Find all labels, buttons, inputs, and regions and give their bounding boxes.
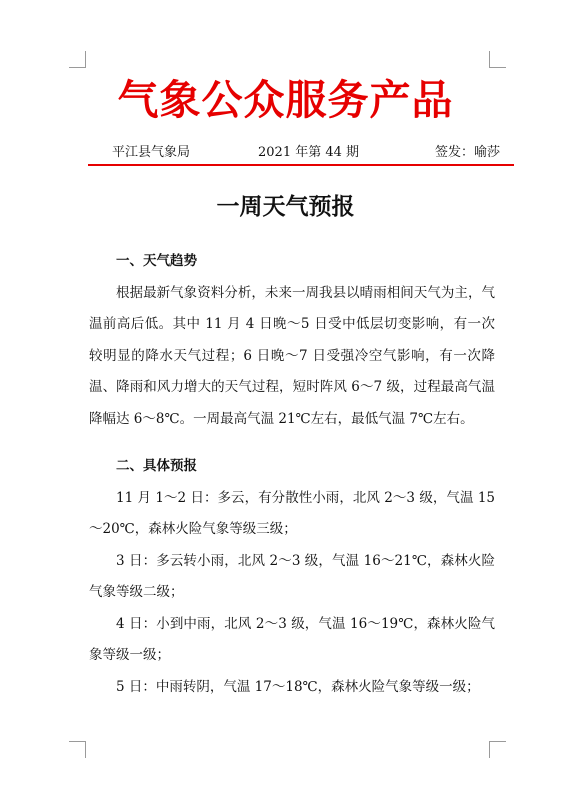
red-divider [88, 164, 514, 166]
crop-mark-bottom-left [69, 741, 86, 758]
crop-mark-bottom-right [489, 741, 506, 758]
issuer: 平江县气象局 [112, 145, 191, 160]
document-title: 一周天气预报 [216, 194, 355, 220]
trend-paragraph: 根据最新气象资料分析，未来一周我县以晴雨相间天气为主，气温前高后低。其中 11 月 4 日晚～5 日受中低层切变影响，有一次较明显的降水天气过程；6 日晚～7 日受强冷空气影响，有一次降温、降雨和风力增大的天气过程，短时阵风 6～7 级，过程最高气温降幅达 6～8℃。一周最高气温 21℃左右，最低气温 7℃左右。 [89, 284, 495, 427]
issue-number: 2021 年第 44 期 [258, 145, 360, 160]
issue-meta-line [88, 143, 514, 163]
forecast-item: 4 日：小到中雨，北风 2～3 级，气温 16～19℃，森林火险气象等级一级； [89, 615, 495, 663]
section-heading-forecast: 二、具体预报 [116, 458, 197, 474]
crop-mark-top-left [69, 51, 86, 68]
section-heading-trend: 一、天气趋势 [116, 253, 197, 269]
forecast-item: 5 日：中雨转阴，气温 17～18℃，森林火险气象等级一级； [116, 678, 480, 695]
crop-mark-top-right [489, 51, 506, 68]
forecast-item: 11 月 1～2 日：多云，有分散性小雨，北风 2～3 级，气温 15～20℃，森林火险气象等级三级； [89, 489, 495, 537]
signer: 签发：喻莎 [434, 145, 500, 160]
document-body [89, 246, 495, 703]
masthead-banner: 气象公众服务产品 [117, 76, 454, 124]
forecast-item: 3 日：多云转小雨，北风 2～3 级，气温 16～21℃，森林火险气象等级二级； [89, 552, 495, 600]
